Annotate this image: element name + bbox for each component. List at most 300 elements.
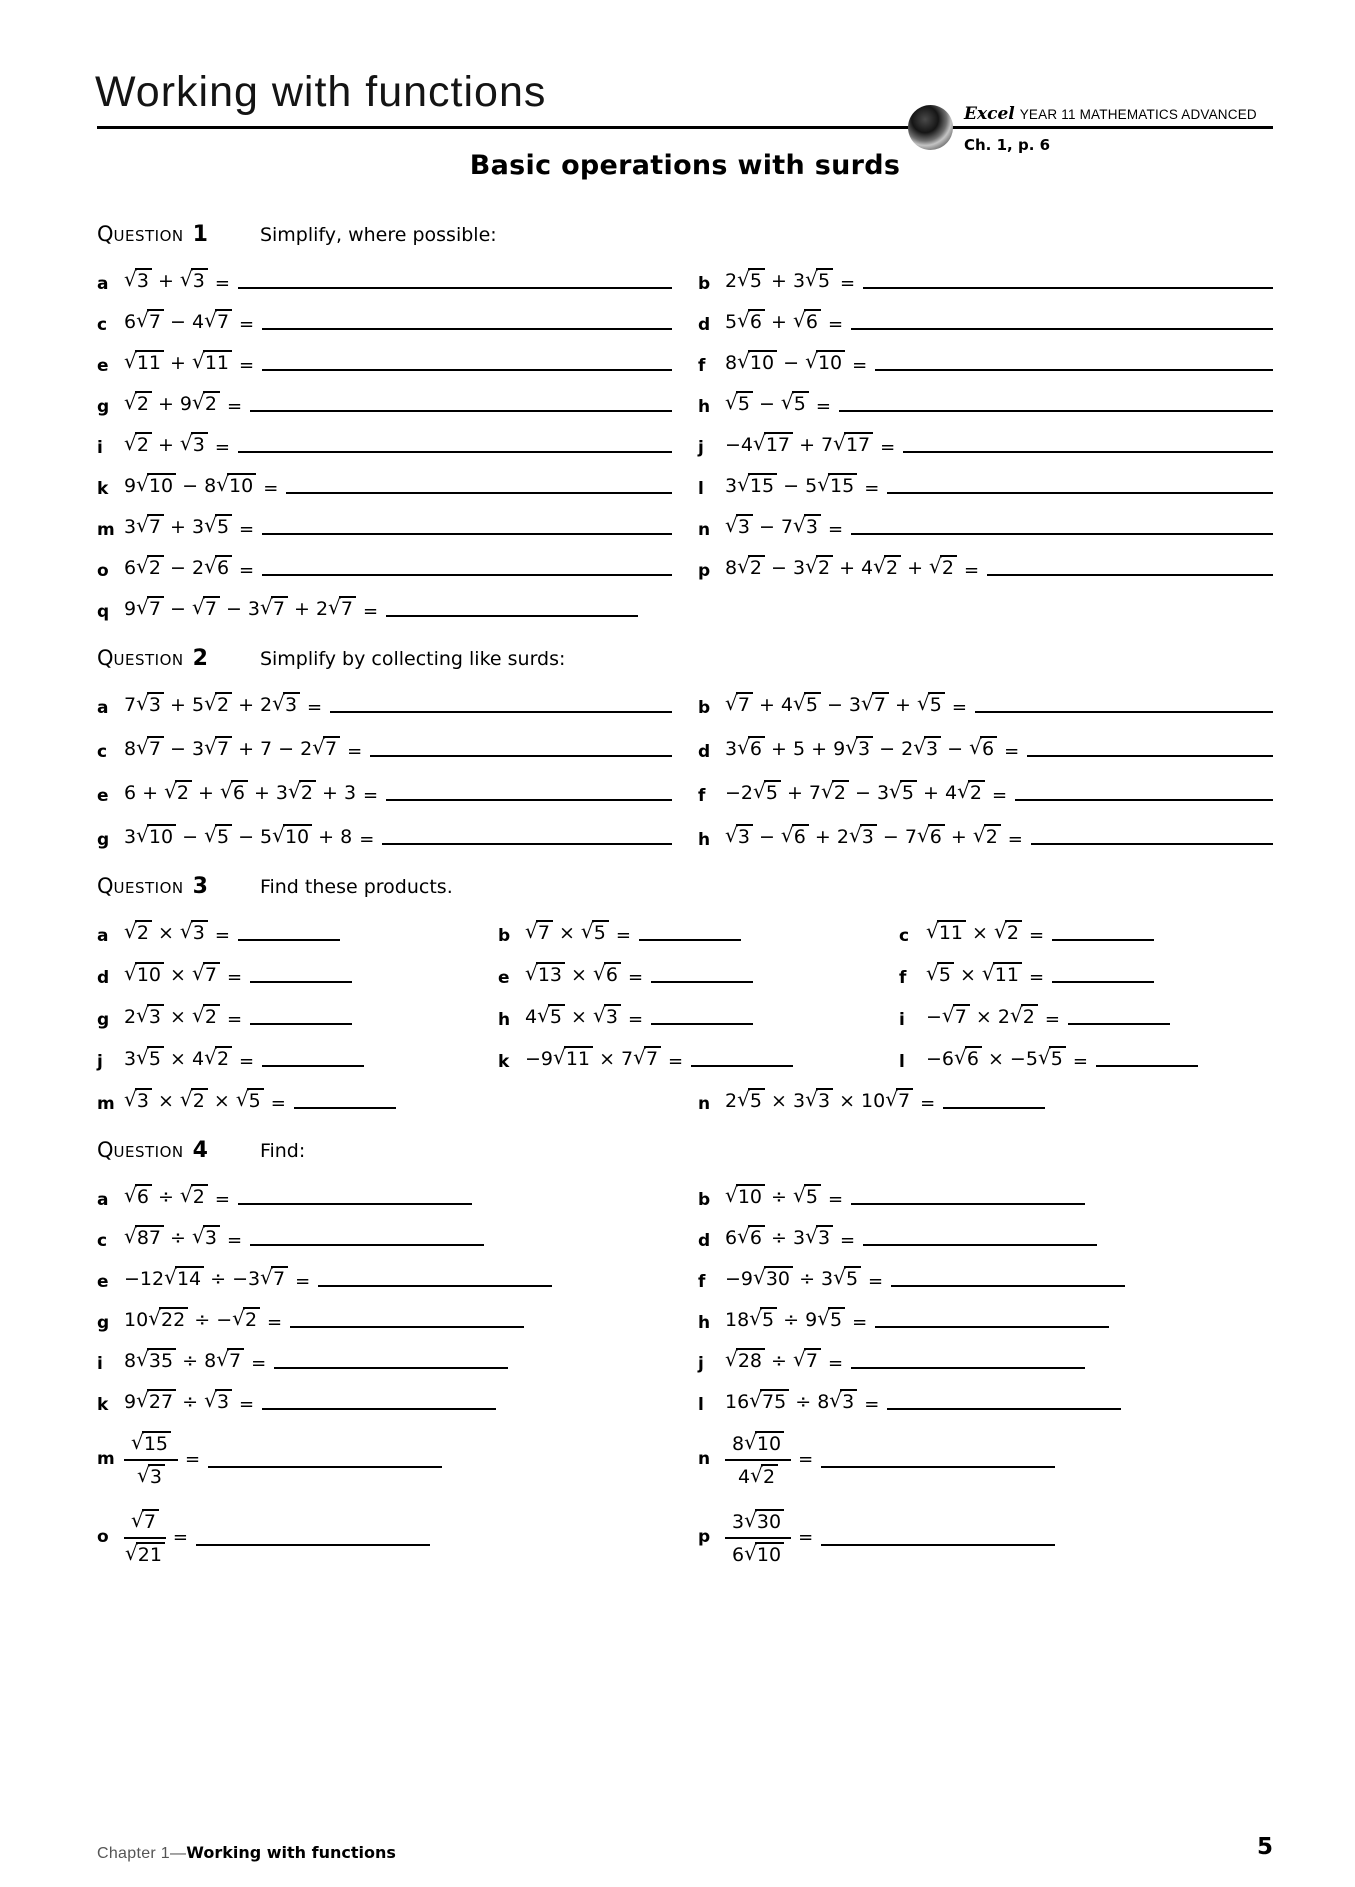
item-letter: j <box>698 438 704 458</box>
chapter-page-ref: Ch. 1, p. 6 <box>964 136 1051 154</box>
item-expression: −2√5 + 7√2 − 3√5 + 4√2 <box>725 780 985 806</box>
radicand: 7 <box>872 692 889 715</box>
question-row <box>97 821 1273 850</box>
surd <box>136 554 164 580</box>
surd <box>272 691 300 717</box>
answer-blank <box>1052 939 1154 941</box>
radicand: 5 <box>816 268 833 291</box>
equals-sign: = <box>864 478 880 499</box>
equals-sign: = <box>798 1526 814 1548</box>
surd <box>833 431 873 457</box>
question-item <box>97 1085 672 1114</box>
radicand: 2 <box>203 391 220 414</box>
surd <box>525 961 565 987</box>
surd <box>981 961 1022 987</box>
radicand: 10 <box>135 962 164 985</box>
radicand: 17 <box>844 432 873 455</box>
radical-sign-icon: √ <box>192 1224 205 1249</box>
question-number: 3 <box>192 874 208 899</box>
item-expression: 2√5 + 3√5 <box>725 268 833 294</box>
surd <box>725 1347 765 1373</box>
radicand: 2 <box>215 1046 232 1069</box>
radical-sign-icon: √ <box>124 431 137 456</box>
item-expression: −4√17 + 7√17 <box>725 432 873 458</box>
surd <box>941 1003 970 1029</box>
item-fraction <box>124 1431 178 1488</box>
radicand: 7 <box>227 1348 244 1371</box>
answer-blank <box>639 939 741 941</box>
answer-blank <box>238 939 340 941</box>
radical-sign-icon: √ <box>136 1388 149 1413</box>
item-letter: o <box>97 1527 109 1547</box>
item-expression: √11 + √11 <box>124 350 232 376</box>
question-item <box>97 306 672 335</box>
fraction-denominator: 4√2 <box>738 1461 778 1488</box>
radicand: 6 <box>928 824 945 847</box>
surd <box>136 513 164 539</box>
radicand: 5 <box>215 824 232 847</box>
question-number: 1 <box>192 222 208 247</box>
question-item <box>97 917 471 946</box>
item-expression: 6 + √2 + √6 + 3√2 + 3 <box>124 779 357 805</box>
question-item <box>97 593 1273 622</box>
equals-sign: = <box>951 697 967 718</box>
radicand: 10 <box>748 350 777 373</box>
radicand: 5 <box>760 1307 777 1330</box>
answer-blank <box>274 1367 508 1369</box>
equals-sign: = <box>172 1526 189 1548</box>
radical-sign-icon: √ <box>136 472 149 497</box>
surd <box>780 390 809 416</box>
surd <box>750 1462 778 1488</box>
radical-sign-icon: √ <box>192 961 205 986</box>
radicand: 10 <box>755 1542 784 1565</box>
surd <box>124 961 164 987</box>
radicand: 10 <box>227 473 256 496</box>
equals-sign: = <box>347 741 363 762</box>
item-letter: e <box>498 968 510 988</box>
item-expression: 9√7 − √7 − 3√7 + 2√7 <box>124 596 356 622</box>
radical-sign-icon: √ <box>124 961 137 986</box>
question-item <box>97 552 672 581</box>
surd <box>805 267 833 293</box>
item-fraction <box>725 1509 791 1566</box>
item-expression: √5 − √5 <box>725 391 809 417</box>
surd <box>593 961 621 987</box>
equals-sign: = <box>214 437 230 458</box>
equals-sign: = <box>362 601 379 622</box>
question-item <box>498 1001 872 1030</box>
item-expression: −9√30 ÷ 3√5 <box>725 1266 861 1292</box>
equals-sign: = <box>1004 741 1020 762</box>
surd <box>204 1045 232 1071</box>
radical-sign-icon: √ <box>737 267 750 292</box>
radical-sign-icon: √ <box>793 691 806 716</box>
radical-sign-icon: √ <box>136 1045 149 1070</box>
answer-blank <box>651 1023 753 1025</box>
fraction-numerator: 8√10 <box>725 1431 791 1461</box>
equals-sign: = <box>307 697 323 718</box>
radicand: 7 <box>147 596 164 619</box>
equals-sign: = <box>226 396 243 417</box>
radical-sign-icon: √ <box>235 1087 249 1112</box>
fraction-numerator <box>124 1509 166 1539</box>
item-expression: 10√22 ÷ −√2 <box>124 1307 260 1333</box>
brand-series-title: YEAR 11 MATHEMATICS ADVANCED <box>1019 107 1257 122</box>
radicand: 7 <box>953 1004 970 1027</box>
radicand: 5 <box>215 514 232 537</box>
equals-sign: = <box>239 1394 255 1415</box>
radicand: 2 <box>1021 1004 1038 1027</box>
radical-sign-icon: √ <box>780 823 794 848</box>
equals-sign: = <box>827 519 844 540</box>
item-expression: √7 + 4√5 − 3√7 + √5 <box>725 692 945 718</box>
radicand: 10 <box>283 824 312 847</box>
question-item <box>698 511 1273 540</box>
radicand: 2 <box>832 780 849 803</box>
question-label-initial: Q <box>97 874 114 898</box>
question-item <box>899 917 1273 946</box>
surd <box>312 735 340 761</box>
surd <box>817 472 857 498</box>
radicand: 35 <box>147 1348 176 1371</box>
question-item <box>698 1505 1273 1569</box>
surd <box>805 349 845 375</box>
surd <box>753 779 781 805</box>
item-expression: 6√7 − 4√7 <box>124 309 232 335</box>
radical-sign-icon: √ <box>725 513 738 538</box>
radicand: 28 <box>736 1348 765 1371</box>
answer-blank <box>1096 1065 1198 1067</box>
item-letter: p <box>698 1527 711 1547</box>
question-item <box>698 265 1273 294</box>
item-expression: 3√15 − 5√15 <box>725 473 857 499</box>
item-expression: 2√3 × √2 <box>124 1004 220 1030</box>
surd <box>926 919 966 945</box>
radical-sign-icon: √ <box>124 919 137 944</box>
surd <box>916 823 945 849</box>
equals-sign: = <box>263 478 279 499</box>
footer-chapter-prefix: Chapter 1— <box>97 1845 187 1862</box>
question-item <box>698 470 1273 499</box>
question-label-initial: Q <box>97 1138 114 1162</box>
worksheet-body <box>97 222 1273 1583</box>
item-letter: c <box>97 315 108 335</box>
question-item <box>698 1386 1273 1415</box>
radicand: 7 <box>736 692 753 715</box>
item-expression: 8√10 − √10 <box>725 350 845 376</box>
surd <box>204 308 232 334</box>
brand-line <box>964 104 1257 124</box>
surd <box>136 472 176 498</box>
surd <box>793 513 821 539</box>
item-letter: k <box>97 1395 109 1415</box>
radicand: 7 <box>323 736 340 759</box>
radical-sign-icon: √ <box>136 308 149 333</box>
radical-sign-icon: √ <box>204 513 217 538</box>
radical-sign-icon: √ <box>179 431 193 456</box>
radical-sign-icon: √ <box>272 823 285 848</box>
answer-blank <box>887 492 1273 494</box>
equals-sign: = <box>239 560 255 581</box>
equals-sign: = <box>363 785 379 806</box>
radicand: 3 <box>736 514 753 537</box>
surd <box>216 1347 244 1373</box>
item-letter: a <box>97 274 109 294</box>
answer-blank <box>875 369 1273 371</box>
equals-sign: = <box>239 1051 255 1072</box>
radicand: 5 <box>804 1184 821 1207</box>
radical-sign-icon: √ <box>744 1507 757 1532</box>
header-divider <box>97 126 1273 129</box>
equals-sign: = <box>295 1271 311 1292</box>
equals-sign: = <box>852 355 868 376</box>
surd <box>885 1087 913 1113</box>
radicand: 2 <box>940 555 957 578</box>
radicand: 2 <box>984 824 1001 847</box>
radicand: 21 <box>136 1542 165 1565</box>
radical-sign-icon: √ <box>204 554 217 579</box>
surd <box>204 1388 232 1414</box>
surd <box>889 779 917 805</box>
surd <box>737 554 765 580</box>
surd <box>164 779 192 805</box>
question-row <box>97 1085 1273 1114</box>
radicand: 10 <box>147 824 176 847</box>
surd <box>235 1087 264 1113</box>
item-expression: √2 × √3 <box>124 920 208 946</box>
surd <box>179 431 208 457</box>
question-header <box>97 222 1273 247</box>
surd <box>124 1087 152 1113</box>
radical-sign-icon: √ <box>753 1265 766 1290</box>
equals-sign: = <box>359 829 375 850</box>
radicand: 10 <box>816 350 845 373</box>
question-label <box>97 646 184 670</box>
surd <box>192 390 220 416</box>
radical-sign-icon: √ <box>525 919 538 944</box>
question-row <box>97 511 1273 540</box>
question-row <box>97 306 1273 335</box>
radicand: 3 <box>147 692 164 715</box>
item-letter: l <box>899 1052 905 1072</box>
radical-sign-icon: √ <box>553 1045 566 1070</box>
radical-sign-icon: √ <box>633 1045 646 1070</box>
radicand: 30 <box>755 1509 784 1532</box>
radical-sign-icon: √ <box>328 595 341 620</box>
radical-sign-icon: √ <box>817 472 831 497</box>
radical-sign-icon: √ <box>737 554 750 579</box>
radicand: 6 <box>231 780 248 803</box>
answer-blank <box>851 1203 1085 1205</box>
answer-blank <box>651 981 753 983</box>
radicand: 5 <box>844 1266 861 1289</box>
answer-blank <box>891 1285 1125 1287</box>
item-letter: o <box>97 561 109 581</box>
question-prompt: Find these products. <box>259 876 453 898</box>
fraction-denominator: 6√10 <box>732 1539 784 1566</box>
radicand: 3 <box>148 1464 165 1487</box>
surd <box>124 1224 164 1250</box>
radical-sign-icon: √ <box>232 1306 245 1331</box>
question-item <box>97 1304 672 1333</box>
equals-sign: = <box>214 273 230 294</box>
radical-sign-icon: √ <box>136 691 149 716</box>
surd <box>204 554 232 580</box>
answer-blank <box>851 1367 1085 1369</box>
radical-sign-icon: √ <box>136 1003 149 1028</box>
item-expression: 18√5 ÷ 9√5 <box>725 1307 845 1333</box>
radical-sign-icon: √ <box>204 1045 217 1070</box>
radicand: 2 <box>215 692 232 715</box>
item-expression: √28 ÷ √7 <box>725 1348 821 1374</box>
item-letter: m <box>97 1449 115 1469</box>
question-item <box>899 1043 1273 1072</box>
answer-blank <box>318 1285 552 1287</box>
surd <box>633 1045 661 1071</box>
surd <box>164 1265 204 1291</box>
answer-blank <box>875 1326 1109 1328</box>
question-item <box>698 347 1273 376</box>
item-letter: g <box>97 1010 110 1030</box>
surd <box>744 1429 784 1455</box>
answer-blank <box>863 287 1273 289</box>
radical-sign-icon: √ <box>821 779 834 804</box>
question-item <box>97 1427 672 1491</box>
answer-blank <box>691 1065 793 1067</box>
radicand: 2 <box>968 780 985 803</box>
radicand: 3 <box>283 692 300 715</box>
surd <box>179 1087 208 1113</box>
surd <box>580 919 609 945</box>
question-prompt: Simplify, where possible: <box>259 224 497 246</box>
radicand: 27 <box>147 1389 176 1412</box>
surd <box>805 554 833 580</box>
question-item <box>97 429 672 458</box>
question-row <box>97 777 1273 806</box>
radicand: 2 <box>1005 920 1022 943</box>
item-letter: b <box>498 926 511 946</box>
radical-sign-icon: √ <box>833 1265 846 1290</box>
question-1 <box>97 222 1273 622</box>
surd <box>793 308 821 334</box>
surd <box>793 1183 821 1209</box>
equals-sign: = <box>880 437 896 458</box>
item-letter: b <box>698 1190 711 1210</box>
radical-sign-icon: √ <box>749 1306 763 1331</box>
item-letter: c <box>97 742 108 762</box>
question-label-rest: UESTION <box>113 879 184 897</box>
radicand: 5 <box>900 780 917 803</box>
question-item <box>698 1427 1273 1491</box>
item-letter: a <box>97 1190 109 1210</box>
question-item <box>97 1345 672 1374</box>
radical-sign-icon: √ <box>753 779 766 804</box>
radical-sign-icon: √ <box>260 1265 273 1290</box>
radical-sign-icon: √ <box>192 349 205 374</box>
item-expression: √6 ÷ √2 <box>124 1184 208 1210</box>
surd <box>192 349 232 375</box>
item-expression: 16√75 ÷ 8√3 <box>725 1389 857 1415</box>
surd <box>220 779 248 805</box>
answer-blank <box>382 843 672 845</box>
radicand: 3 <box>191 920 208 943</box>
equals-sign: = <box>963 560 980 581</box>
item-expression: √3 + √3 <box>124 268 208 294</box>
surd <box>525 919 553 945</box>
answer-blank <box>238 1203 472 1205</box>
equals-sign: = <box>827 1353 844 1374</box>
surd <box>124 349 164 375</box>
surd <box>232 1306 260 1332</box>
surd <box>749 1306 777 1332</box>
radicand: 5 <box>1049 1046 1066 1069</box>
radical-sign-icon: √ <box>216 472 230 497</box>
radicand: 10 <box>755 1431 784 1454</box>
radical-sign-icon: √ <box>124 1087 137 1112</box>
item-expression: √3 × √2 × √5 <box>124 1088 264 1114</box>
radical-sign-icon: √ <box>737 349 750 374</box>
surd <box>725 823 753 849</box>
radicand: 3 <box>135 268 152 291</box>
radicand: 3 <box>840 1389 857 1412</box>
radicand: 7 <box>147 514 164 537</box>
item-expression: 9√10 − 8√10 <box>124 473 256 499</box>
equals-sign: = <box>920 1093 936 1114</box>
answer-blank <box>821 1544 1055 1546</box>
question-label-initial: Q <box>97 646 114 670</box>
surd <box>805 1087 833 1113</box>
surd <box>845 735 873 761</box>
radicand: 2 <box>299 780 316 803</box>
question-number: 2 <box>192 646 208 671</box>
radicand: 30 <box>764 1266 793 1289</box>
question-item <box>97 959 471 988</box>
surd <box>954 1045 982 1071</box>
radicand: 11 <box>993 962 1022 985</box>
item-letter: n <box>698 1449 711 1469</box>
surd <box>749 1388 789 1414</box>
surd <box>793 1347 821 1373</box>
radicand: 2 <box>748 555 765 578</box>
question-label-rest: UESTION <box>113 1143 184 1161</box>
question-row <box>97 959 1273 988</box>
equals-sign: = <box>991 785 1008 806</box>
question-item <box>698 777 1273 806</box>
radicand: 3 <box>816 1088 833 1111</box>
question-row <box>97 347 1273 376</box>
item-letter: b <box>698 698 711 718</box>
radical-sign-icon: √ <box>972 823 986 848</box>
surd <box>821 779 849 805</box>
surd <box>131 1429 171 1455</box>
radical-sign-icon: √ <box>137 1462 150 1487</box>
item-letter: k <box>97 479 109 499</box>
item-expression: −9√11 × 7√7 <box>525 1046 661 1072</box>
equals-sign: = <box>798 1448 814 1470</box>
page-title: Working with functions <box>95 68 547 116</box>
answer-blank <box>851 328 1273 330</box>
fraction-denominator <box>137 1461 165 1488</box>
radical-sign-icon: √ <box>981 961 995 986</box>
sphere-logo-icon <box>908 105 953 150</box>
radical-sign-icon: √ <box>725 1183 738 1208</box>
equals-sign: = <box>267 1312 283 1333</box>
question-row <box>97 265 1273 294</box>
radical-sign-icon: √ <box>288 779 301 804</box>
radical-sign-icon: √ <box>805 554 818 579</box>
equals-sign: = <box>840 1230 856 1251</box>
